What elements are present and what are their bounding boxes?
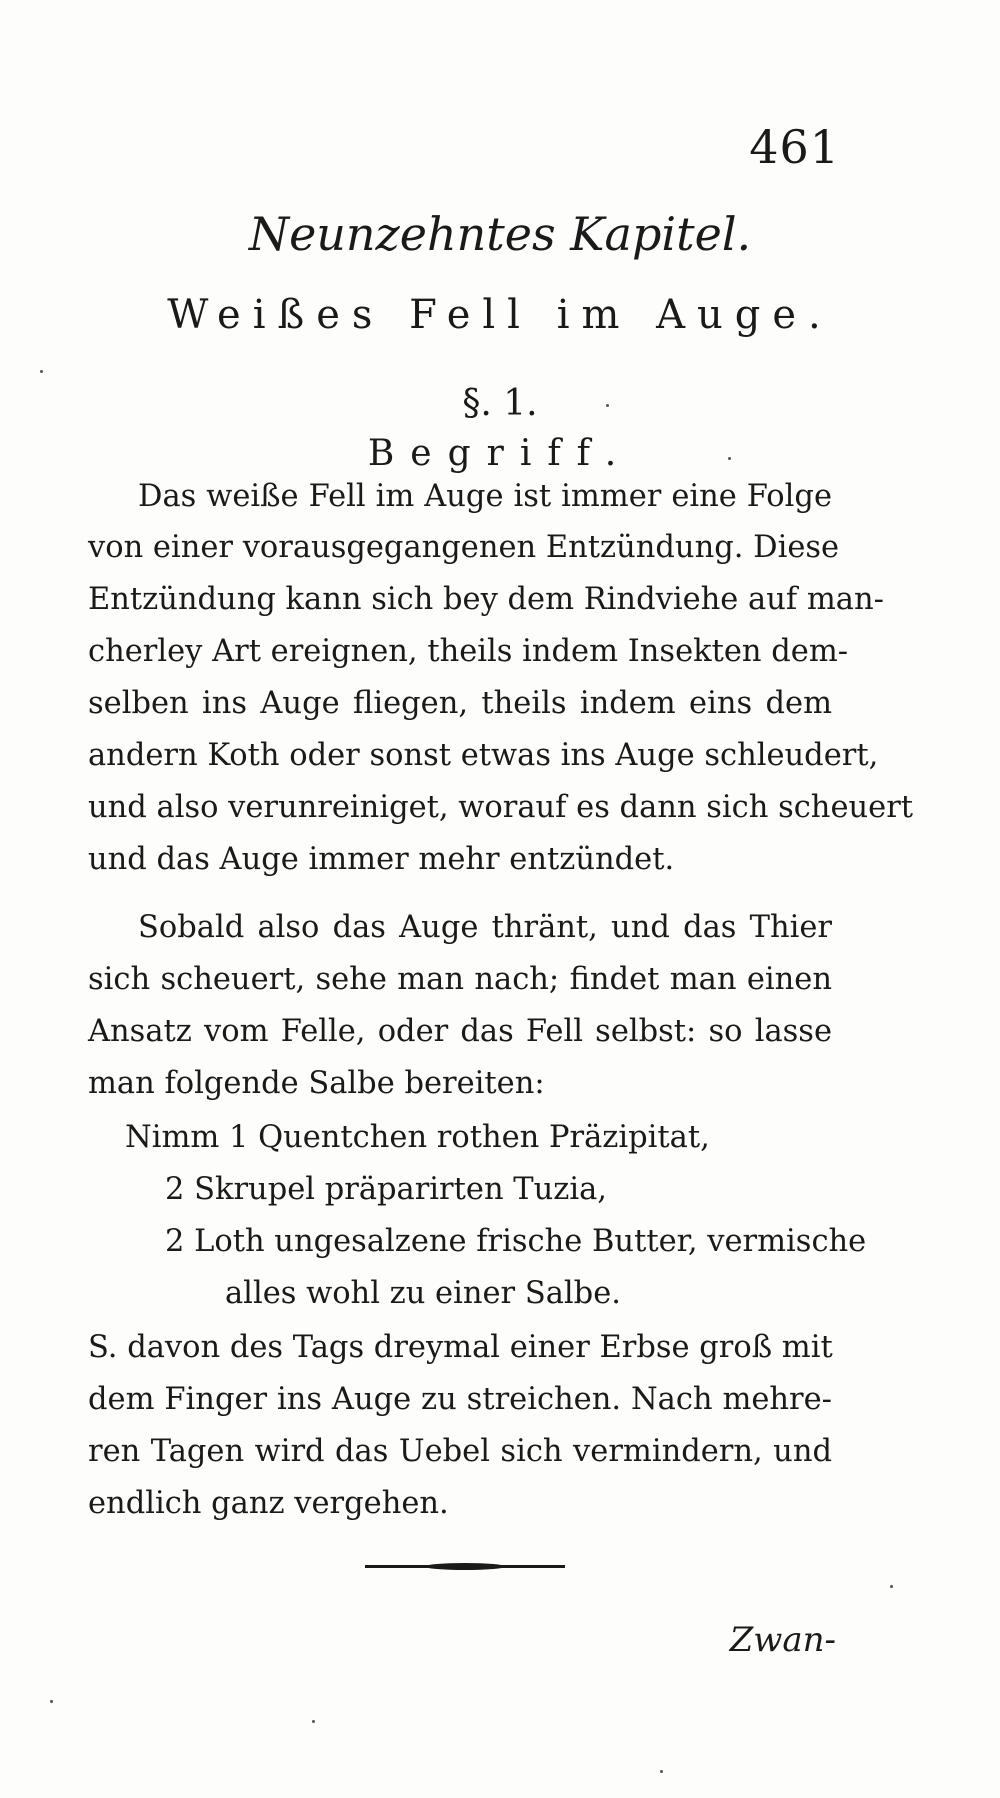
- paragraph-2-line: sich scheuert, sehe man nach; findet man einen: [88, 962, 832, 997]
- paragraph-1-line: von einer vorausgegangenen Entzündung. Diese: [88, 530, 840, 565]
- recipe-line: 2 Skrupel präparirten Tuzia,: [165, 1172, 607, 1207]
- paper-speck: [890, 1585, 893, 1588]
- section-mark: §. 1.: [462, 383, 538, 424]
- paper-speck: [312, 1720, 315, 1723]
- paragraph-2-line: man folgende Salbe bereiten:: [88, 1066, 545, 1101]
- recipe-line: 2 Loth ungesalzene frische Butter, vermische: [165, 1224, 867, 1259]
- chapter-subtitle: Weißes Fell im Auge.: [167, 292, 833, 338]
- paragraph-1-line: Entzündung kann sich bey dem Rindviehe auf man-: [88, 582, 884, 617]
- paragraph-2-line: Ansatz vom Felle, oder das Fell selbst: so lasse: [88, 1014, 832, 1049]
- paragraph-1-line: und das Auge immer mehr entzündet.: [88, 842, 675, 877]
- recipe-line: alles wohl zu einer Salbe.: [225, 1276, 621, 1311]
- paragraph-1-line: und also verunreiniget, worauf es dann sich scheuert: [88, 790, 914, 825]
- paragraph-2-line: Sobald also das Auge thränt, und das Thier: [138, 910, 832, 945]
- ornamental-divider: [365, 1565, 565, 1568]
- paragraph-3-line: S. davon des Tags dreymal einer Erbse groß mit: [88, 1330, 833, 1365]
- paragraph-1-line: andern Koth oder sonst etwas ins Auge schleudert,: [88, 738, 879, 773]
- paragraph-3-line: endlich ganz vergehen.: [88, 1486, 449, 1521]
- paragraph-1-line: Das weiße Fell im Auge ist immer eine Folge: [138, 479, 832, 514]
- paper-speck: [40, 370, 43, 373]
- paragraph-3-line: ren Tagen wird das Uebel sich vermindern, und: [88, 1434, 832, 1469]
- paragraph-1-line: selben ins Auge fliegen, theils indem eins dem: [88, 686, 832, 721]
- paper-speck: [606, 404, 609, 407]
- paper-speck: [50, 1700, 53, 1703]
- recipe-line: Nimm 1 Quentchen rothen Präzipitat,: [125, 1120, 710, 1155]
- paper-speck: [728, 457, 731, 460]
- page-number: 461: [749, 120, 840, 174]
- paper-speck: [660, 1770, 663, 1773]
- chapter-title: Neunzehntes Kapitel.: [248, 207, 752, 261]
- catchword: Zwan-: [729, 1620, 836, 1660]
- section-heading: Begriff.: [367, 433, 633, 474]
- paragraph-1-line: cherley Art ereignen, theils indem Insekten dem-: [88, 634, 849, 669]
- paragraph-3-line: dem Finger ins Auge zu streichen. Nach mehre-: [88, 1382, 832, 1417]
